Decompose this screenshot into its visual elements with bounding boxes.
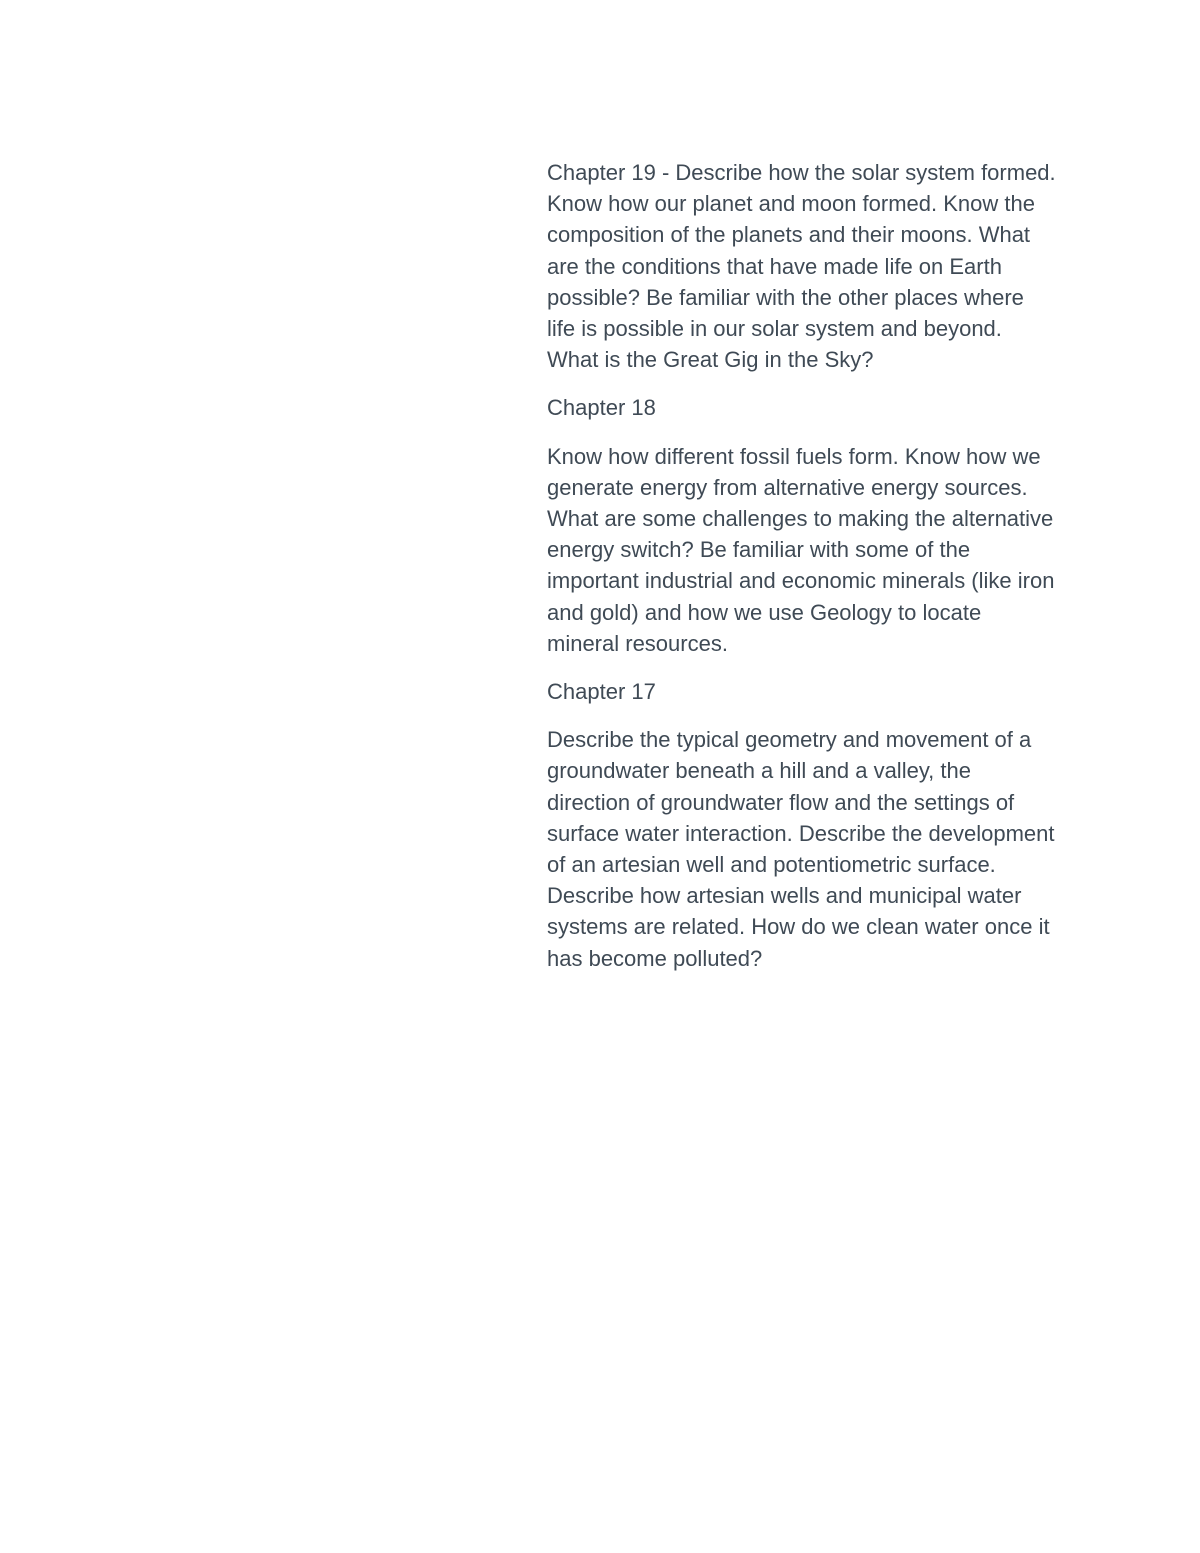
chapter-19-paragraph: Chapter 19 - Describe how the solar system formed. Know how our planet and moon formed. Know the composition of the planets and their moons. What are the conditions that have made life on Earth possible? Be familiar with the other places where life is possible in our solar system and beyond. What is the Great Gig in the Sky?	[547, 160, 1056, 373]
chapter-17-heading: Chapter 17	[547, 679, 656, 705]
chapter-17-paragraph: Describe the typical geometry and movement of a groundwater beneath a hill and a valley, the direction of groundwater flow and the settings of surface water interaction. Describe the development of an artesian well and potentiometric surface. Describe how artesian wells and municipal water systems are related. How do we clean water once it has become polluted?	[547, 727, 1055, 971]
chapter-18-paragraph: Know how different fossil fuels form. Know how we generate energy from alternative energy sources. What are some challenges to making the alternative energy switch? Be familiar with some of the important industrial and economic minerals (like iron and gold) and how we use Geology to locate mineral resources.	[547, 443, 1055, 656]
document-body	[547, 157, 1057, 991]
chapter-18-heading: Chapter 18	[547, 395, 656, 421]
